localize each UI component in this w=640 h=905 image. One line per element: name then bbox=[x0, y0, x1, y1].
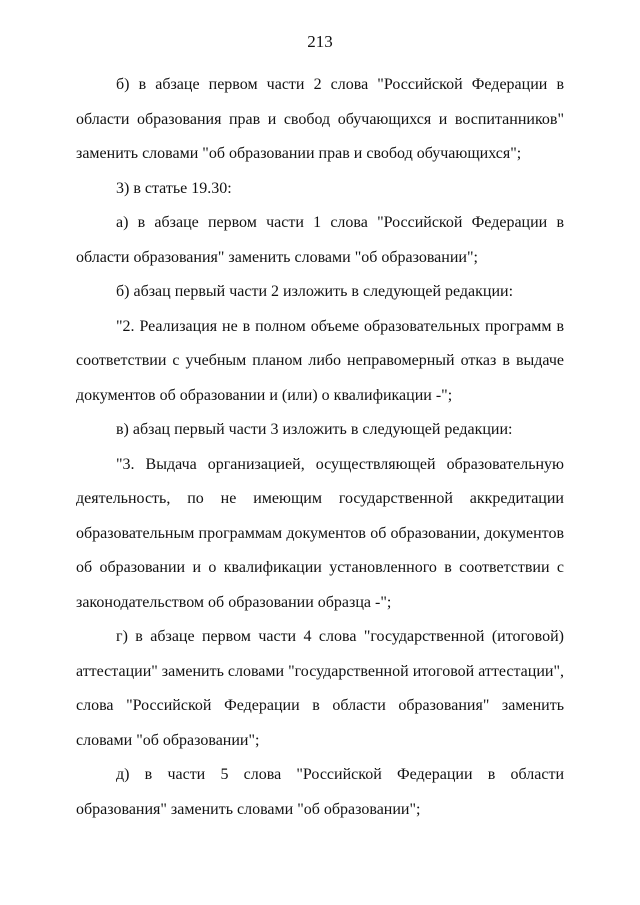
paragraph-amendment-b-part2-new: б) абзац первый части 2 изложить в следующей редакции: bbox=[116, 283, 514, 300]
document-body bbox=[76, 68, 564, 827]
paragraph-part3-text: "3. Выдача организацией, осуществляющей образовательную деятельность, по не имеющим государственной аккредитации образовательным программам документов об образовании, документов об образовании и о квалификации установленного в соответствии с законодательством об образовании образца -"; bbox=[76, 455, 564, 611]
paragraph-amendment-g-part4: г) в абзаце первом части 4 слова "государственной (итоговой) аттестации" заменить словами "государственной итоговой аттестации", слова "Российской Федерации в области образования" заменить словами "об образовании"; bbox=[76, 628, 564, 749]
page-number: 213 bbox=[307, 32, 333, 51]
paragraph-amendment-b-part2: б) в абзаце первом части 2 слова "Российской Федерации в области образования прав и свобод обучающихся и воспитанников" заменить словами "об образовании прав и свобод обучающихся"; bbox=[76, 76, 564, 162]
paragraph-amendment-a-part1: а) в абзаце первом части 1 слова "Российской Федерации в области образования" заменить словами "об образовании"; bbox=[76, 214, 564, 266]
paragraph-amendment-d-part5: д) в части 5 слова "Российской Федерации в области образования" заменить словами "об образовании"; bbox=[76, 766, 564, 818]
paragraph-part2-text: "2. Реализация не в полном объеме образовательных программ в соответствии с учебным планом либо неправомерный отказ в выдаче документов об образовании и (или) о квалификации -"; bbox=[76, 317, 564, 404]
paragraph-article-19-30: 3) в статье 19.30: bbox=[116, 179, 232, 197]
paragraph-amendment-v-part3: в) абзац первый части 3 изложить в следующей редакции: bbox=[116, 421, 513, 438]
